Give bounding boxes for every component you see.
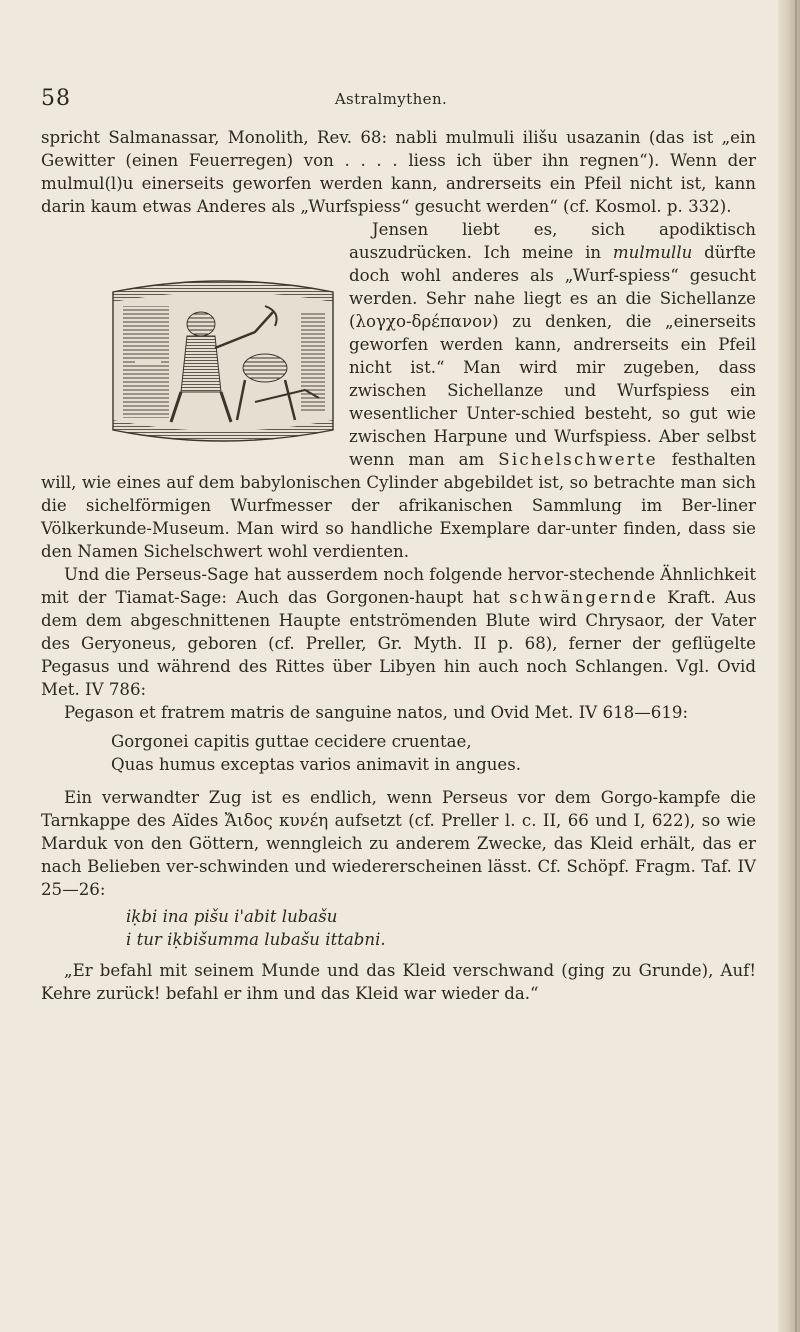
verse-line-2: Quas humus exceptas varios animavit in angues.	[111, 755, 522, 774]
latin-verse	[111, 730, 756, 776]
page-edge	[778, 0, 800, 1332]
verse-line-1: Gorgonei capitis guttae cecidere cruentae,	[111, 732, 472, 751]
cylinder-seal-figure	[41, 218, 343, 458]
cylinder-seal-illustration	[105, 272, 341, 450]
body-text	[41, 126, 756, 1005]
paragraph-6: „Er befahl mit seinem Munde und das Kleid verschwand (ging zu Grunde), Auf! Kehre zurück! befahl er ihm und das Kleid war wieder da.“	[41, 961, 756, 1003]
paragraph-2-spaced-term: Sichelschwerte	[498, 450, 658, 469]
paragraph-5: Ein verwandter Zug ist es endlich, wenn Perseus vor dem Gorgo-kampfe die Tarnkappe des Aïdes Ἄιδος κυνέη aufsetzt (cf. Preller l. c. II, 66 und I, 622), so wie Marduk von den Göttern, wenngleich zu anderem Zwecke, das Kleid erhält, das er nach Belieben ver-schwinden und wiedererscheinen lässt. Cf. Schöpf. Fragm. Taf. IV 25—26:	[41, 788, 756, 899]
paragraph-3-part-a: Und die Perseus-Sage hat ausserdem noch folgende hervor-stechende Ähnlichkeit mit der Tiamat-Sage: Auch das Gorgonen-haupt hat	[41, 565, 756, 607]
paragraph-3	[41, 563, 756, 701]
paragraph-3-part-b: Kraft. Aus dem dem abgeschnittenen Haupte entströmenden Blute wird Chrysaor, der Vater des Geryoneus, geboren (cf. Preller, Gr. Myth. II p. 68), ferner der geflügelte Pegasus und während des Rittes über Libyen hin auch noch Schlangen. Vgl. Ovid Met. IV 786:	[41, 588, 756, 699]
paragraph-2-part-a: Jensen liebt es, sich apodiktisch auszudrücken. Ich meine in	[349, 220, 756, 262]
page-number: 58	[41, 86, 71, 111]
paragraph-2-part-b: dürfte doch wohl anderes als „Wurf-spiess“ gesucht werden. Sehr nahe liegt es an die Sichellanze (λογχο-δρέπανον) zu denken, die „einerseits geworfen werden kann, andrerseits ein Pfeil nicht ist.“ Man wird mir zugeben, dass zwischen Sichellanze und Wurfspiess ein wesentlicher Unter-schied besteht, so gut wie zwischen Harpune und Wurfspiess. Aber selbst wenn man am	[349, 243, 756, 469]
paragraph-2-part-c: festhalten will, wie eines auf dem babylonischen Cylinder abgebildet ist, so betrachte man sich die sichelförmigen Wurfmesser der afrikanischen Sammlung im Ber-liner Völkerkunde-Museum. Man wird so handliche Exemplare dar-unter finden, dass sie den Namen Sichelschwert wohl verdienten.	[41, 450, 756, 561]
paragraph-2-term: mulmullu	[612, 243, 693, 262]
paragraph-3-spaced-term: schwängernde	[508, 588, 659, 607]
page-header	[41, 86, 741, 118]
paragraph-4: Pegason et fratrem matris de sanguine natos, und Ovid Met. IV 618—619:	[64, 703, 689, 722]
running-head: Astralmythen.	[334, 90, 448, 108]
paragraph-1: spricht Salmanassar, Monolith, Rev. 68: nabli mulmuli ilišu usazanin (das ist „ein Gewitter (einen Feuerregen) von . . . . liess ich über ihn regnen“). Wenn der mulmul(l)u einerseits geworfen werden kann, andrerseits ein Pfeil nicht ist, kann darin kaum etwas Anderes als „Wurfspiess“ gesucht werden“ (cf. Kosmol. p. 332).	[41, 128, 756, 216]
akkadian-quote	[126, 905, 756, 951]
akkadian-line-1: iḳbi ina pišu i'abit lubašu	[126, 907, 338, 926]
akkadian-line-2: i tur iḳbišumma lubašu ittabni.	[126, 930, 386, 949]
